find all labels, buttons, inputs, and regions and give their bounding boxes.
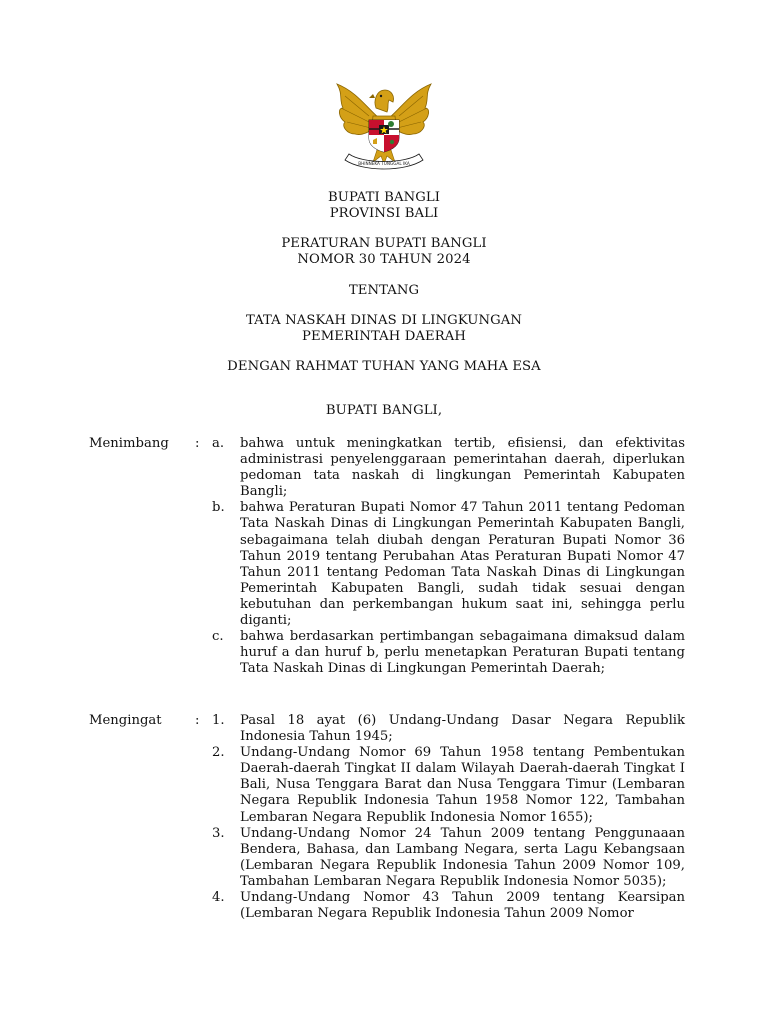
item-text: bahwa berdasarkan pertimbangan sebagaimana dimaksud dalam huruf a dan huruf b, perlu menetapkan Peraturan Bupati tentang Tata Naskah Dinas di Lingkungan Pemerintah Daerah; (240, 629, 685, 677)
regent-title: BUPATI BANGLI (327, 190, 441, 205)
menimbang-colon: : (195, 436, 200, 451)
regulation-number: NOMOR 30 TAHUN 2024 (297, 252, 471, 267)
item-marker: b. (212, 500, 225, 516)
garuda-head (369, 90, 394, 112)
list-item (212, 890, 685, 922)
item-marker: a. (212, 436, 225, 451)
item-text: Undang-Undang Nomor 24 Tahun 2009 tentang Penggunaaan Bendera, Bahasa, dan Lambang Negara, serta Lagu Kebangsaan (Lembaran Negara Republik Indonesia Tahun 2009 Nomor 109, Tambahan Lembaran Negara Republik Indonesia Nomor 5035); (240, 825, 685, 889)
item-text: Undang-Undang Nomor 43 Tahun 2009 tentang Kearsipan (Lembaran Negara Republik Indonesia Tahun 2009 Nomor (240, 890, 685, 922)
header-block (0, 190, 768, 222)
mengingat-colon: : (195, 713, 200, 728)
subject-line-2: PEMERINTAH DAERAH (302, 329, 466, 344)
regulation-heading (0, 236, 768, 268)
province-title: PROVINSI BALI (329, 206, 439, 221)
menimbang-list (212, 436, 685, 677)
about-label: TENTANG (348, 283, 420, 298)
item-text: bahwa untuk meningkatkan tertib, efisiensi, dan efektivitas administrasi penyelenggaraan pemerintahan daerah, diperlukan pedoman tata naskah di lingkungan Pemerintah Kabupaten Bangli; (240, 436, 685, 500)
list-item (212, 745, 685, 825)
menimbang-label: Menimbang (89, 436, 169, 451)
item-marker: 2. (212, 745, 225, 761)
motto-text: BHINNEKA TUNGGAL IKA (358, 161, 410, 166)
regulation-title: PERATURAN BUPATI BANGLI (281, 236, 487, 251)
item-marker: c. (212, 629, 224, 645)
list-item (212, 436, 685, 500)
garuda-emblem-icon (329, 78, 439, 174)
list-item (212, 629, 685, 677)
item-text: Undang-Undang Nomor 69 Tahun 1958 tentang Pembentukan Daerah-daerah Tingkat II dalam Wilayah Daerah-daerah Tingkat I Bali, Nusa Tenggara Barat dan Nusa Tenggara Timur (Lembaran Negara Republik Indonesia Tahun 1958 Nomor 122, Tambahan Lembaran Negara Republik Indonesia Nomor 1655); (240, 745, 685, 825)
list-item (212, 500, 685, 629)
mengingat-list (212, 713, 685, 922)
subject-line-1: TATA NASKAH DINAS DI LINGKUNGAN (245, 313, 523, 328)
item-marker: 3. (212, 825, 225, 841)
item-text: Pasal 18 ayat (6) Undang-Undang Dasar Negara Republik Indonesia Tahun 1945; (240, 713, 685, 745)
item-marker: 4. (212, 890, 225, 906)
blessing-line: DENGAN RAHMAT TUHAN YANG MAHA ESA (227, 359, 541, 374)
authority-line: BUPATI BANGLI, (325, 403, 443, 418)
item-text: bahwa Peraturan Bupati Nomor 47 Tahun 2011 tentang Pedoman Tata Naskah Dinas di Lingkungan Pemerintah Kabupaten Bangli, sebagaimana telah diubah dengan Peraturan Bupati Nomor 36 Tahun 2019 tentang Perubahan Atas Peraturan Bupati Nomor 47 Tahun 2011 tentang Pedoman Tata Naskah Dinas di Lingkungan Pemerintah Kabupaten Bangli, sudah tidak sesuai dengan kebutuhan dan perkembangan hukum saat ini, sehingga perlu diganti; (240, 500, 685, 629)
item-marker: 1. (212, 713, 225, 728)
list-item (212, 826, 685, 890)
mengingat-label: Mengingat (89, 713, 162, 728)
pancasila-shield (369, 120, 399, 152)
list-item (212, 713, 685, 745)
regulation-subject (0, 313, 768, 345)
